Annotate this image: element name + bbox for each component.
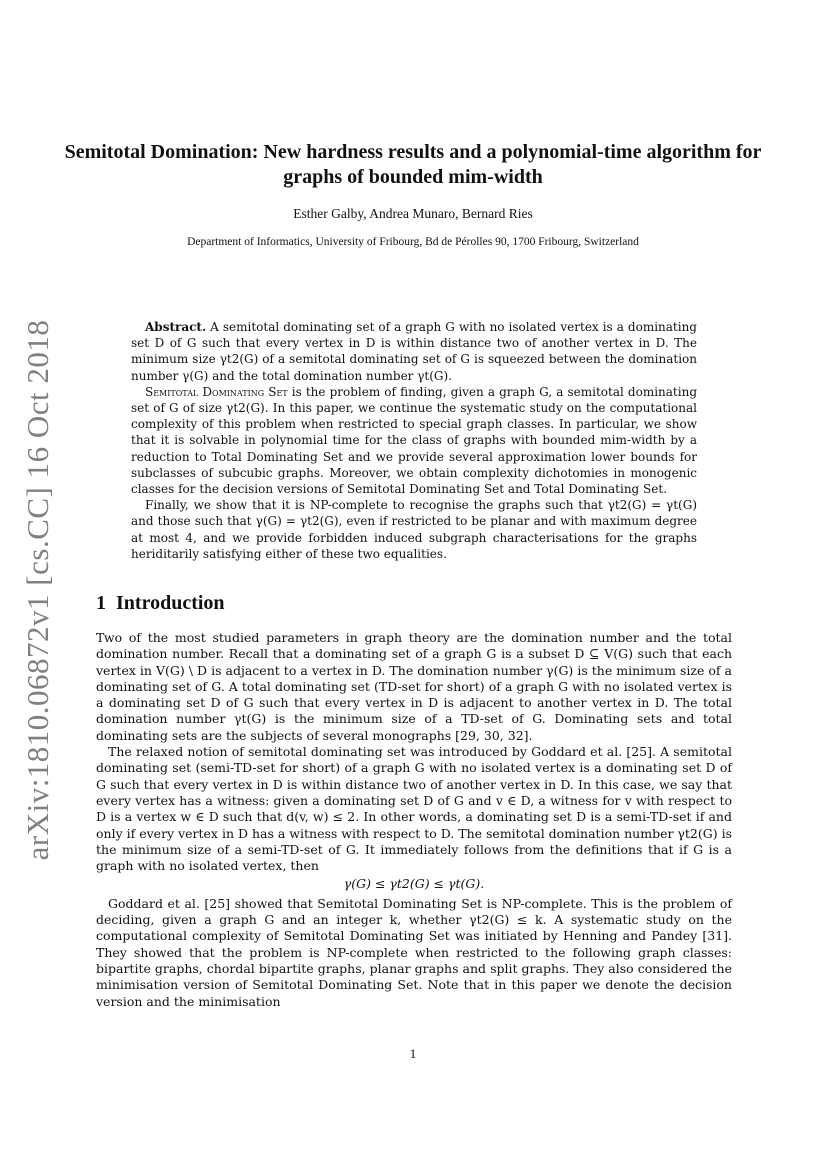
section-title: Introduction [116,592,225,614]
body-paragraph-1: Two of the most studied parameters in graph theory are the domination number and the total domination number. Recall that a dominating set of a graph G is a subset D ⊆ V(G) such that each vertex in V(G) \ D is adjacent to a vertex in D. The domination number γ(G) is the minimum size of a dominating set of G. A total dominating set (TD-set for short) of a graph G with no isolated vertex is a dominating set D of G such that every vertex in D is adjacent to another vertex in D. The total domination number γt(G) is the minimum size of a TD-set of G. Dominating sets and total dominating sets are the subjects of several monographs [29, 30, 32]. [96,630,732,743]
arxiv-identifier: arXiv:1810.06872v1 [cs.CC] 16 Oct 2018 [20,319,55,861]
affiliation: Department of Informatics, University of Fribourg, Bd de Pérolles 90, 1700 Fribourg, Switzerland [187,236,639,248]
section-number: 1 [96,592,106,614]
section-heading [96,592,225,615]
authors: Esther Galby, Andrea Munaro, Bernard Ries [293,206,533,221]
paper-title: Semitotal Domination: New hardness results and a polynomial-time algorithm for graphs of bounded mim-width [64,141,762,188]
page-number: 1 [409,1046,417,1061]
abstract-text-1: A semitotal dominating set of a graph G with no isolated vertex is a dominating set D of G such that every vertex in D is within distance two of another vertex in D. The minimum size γt2(G) of a semitotal dominating set of G is squeezed between the domination number γ(G) and the total domination number γt(G). [131,320,697,383]
abstract [131,319,697,562]
body-paragraph-2: The relaxed notion of semitotal dominating set was introduced by Goddard et al. [25]. A semitotal dominating set (semi-TD-set for short) of a graph G with no isolated vertex is a dominating set D of G such that every vertex in D is within distance two of another vertex in D. In this case, we say that every vertex has a witness: given a dominating set D of G and v ∈ D, a witness for v with respect to D is a vertex w ∈ D such that d(v, w) ≤ 2. In other words, a dominating set D is a semi-TD-set if and only if every vertex in D has a witness with respect to D. The semitotal domination number γt2(G) is the minimum size of a semi-TD-set of G. It immediately follows from the definitions that if G is a graph with no isolated vertex, then [96,744,732,874]
abstract-paragraph-1 [131,319,697,384]
abstract-paragraph-2 [131,384,697,497]
abstract-label: Abstract. [145,320,207,334]
display-equation: γ(G) ≤ γt2(G) ≤ γt(G). [343,876,485,892]
abstract-paragraph-3: Finally, we show that it is NP-complete to recognise the graphs such that γt2(G) = γt(G) and those such that γ(G) = γt2(G), even if restricted to be planar and with maximum degree at most 4, and we provide forbidden induced subgraph characterisations for the graphs heriditarily satisfying either of these two equalities. [131,498,697,561]
body-paragraph-3: Goddard et al. [25] showed that Semitotal Dominating Set is NP-complete. This is the problem of deciding, given a graph G and an integer k, whether γt2(G) ≤ k. A systematic study on the computational complexity of Semitotal Dominating Set was initiated by Henning and Pandey [31]. They showed that the problem is NP-complete when restricted to the following graph classes: bipartite graphs, chordal bipartite graphs, planar graphs and split graphs. They also considered the minimisation version of Semitotal Dominating Set. Note that in this paper we denote the decision version and the minimisation [96,895,732,1009]
abstract-text-2: is the problem of finding, given a graph G, a semitotal dominating set of G of size γt2(G). In this paper, we continue the systematic study on the computational complexity of this problem when restricted to special graph classes. In particular, we show that it is solvable in polynomial time for the class of graphs with bounded mim-width by a reduction to Total Dominating Set and we provide several approximation lower bounds for subclasses of subcubic graphs. Moreover, we obtain complexity dichotomies in monogenic classes for the decision versions of Semitotal Dominating Set and Total Dominating Set. [131,384,698,497]
arxiv-sidebar [18,319,58,861]
problem-name: Semitotal Dominating Set [145,384,288,399]
body-text [96,630,732,1010]
